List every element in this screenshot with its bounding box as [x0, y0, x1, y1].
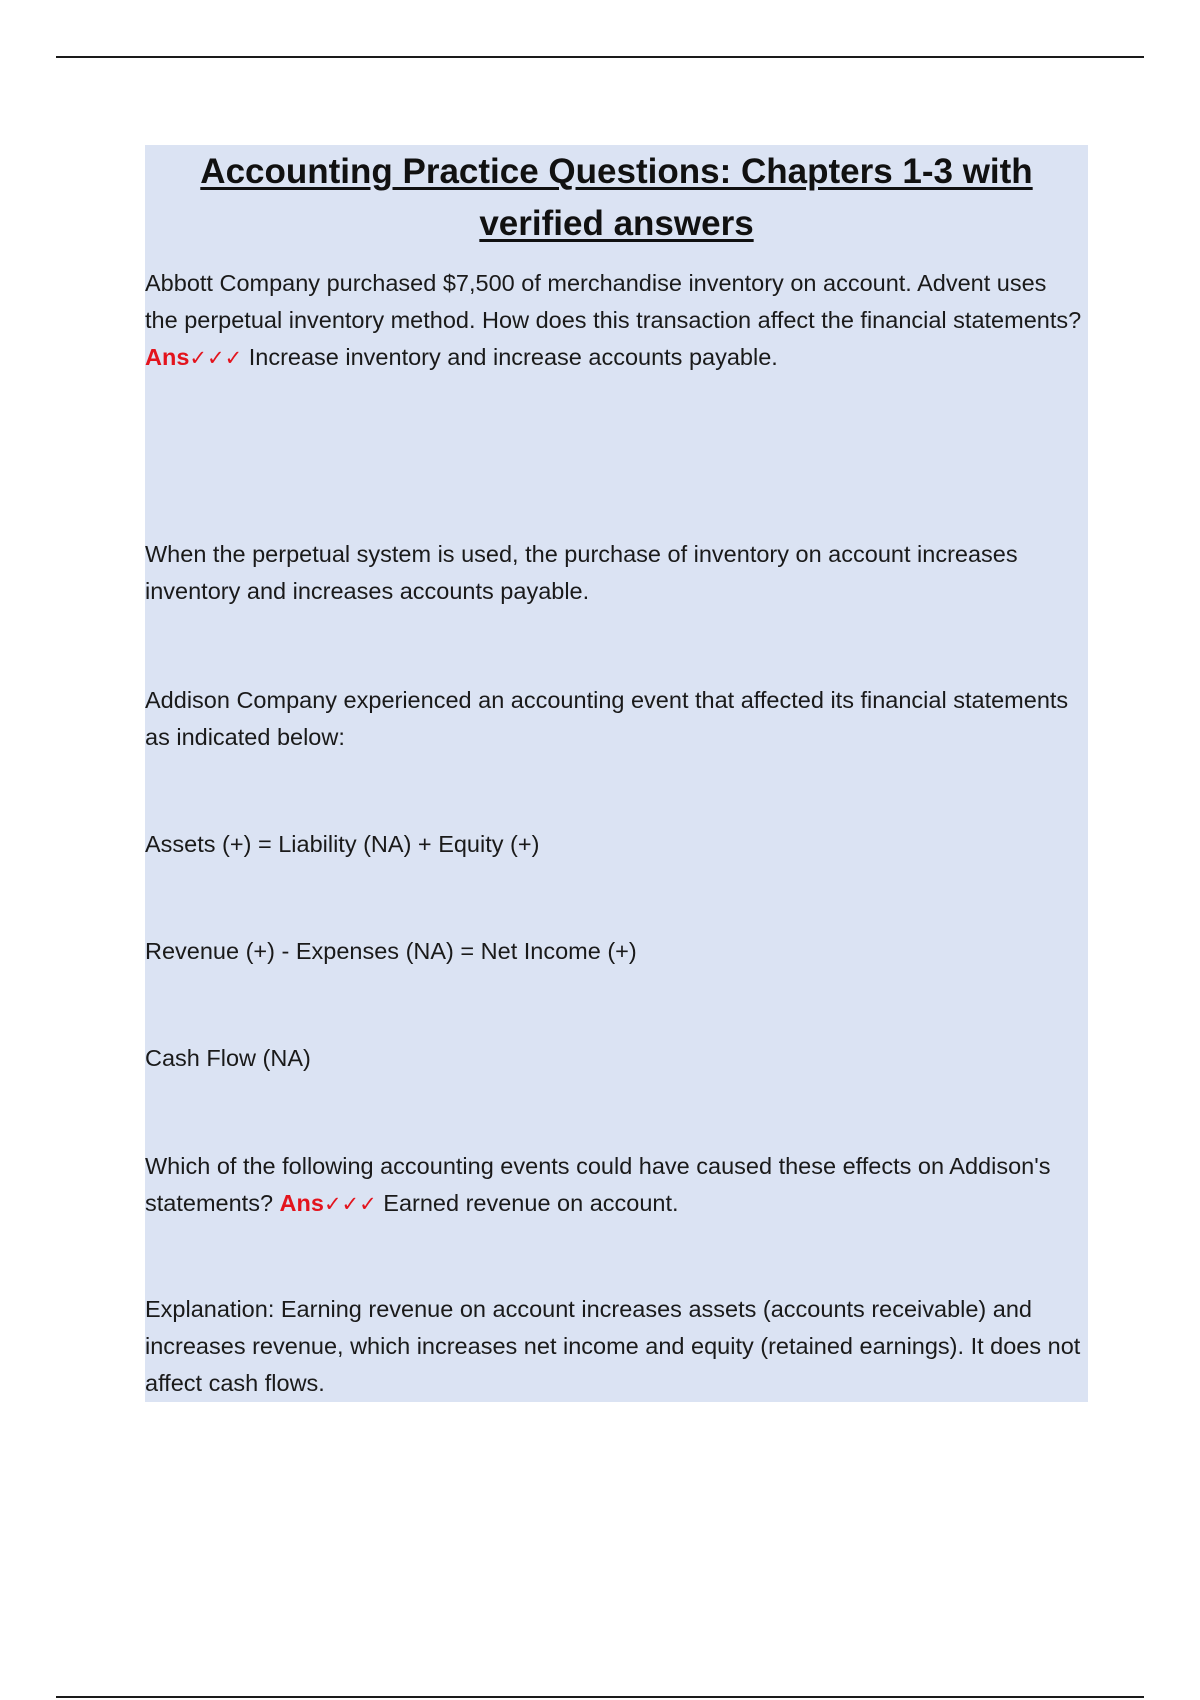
answer-2-text: Earned revenue on account. — [383, 1190, 679, 1216]
header-rule — [56, 56, 1144, 58]
document-title: Accounting Practice Questions: Chapters 1-3 with verified answers — [200, 152, 1033, 243]
explanation-2: Explanation: Earning revenue on account increases assets (accounts receivable) and increases revenue, which increases net income and equity (retained earnings). It does not affect cash flows. — [145, 1296, 1081, 1396]
explanation-1: When the perpetual system is used, the purchase of inventory on account increases inventory and increases accounts payable. — [145, 541, 1018, 604]
footer-rule — [56, 1696, 1144, 1698]
equation-assets: Assets (+) = Liability (NA) + Equity (+) — [145, 831, 540, 857]
question-1 — [145, 265, 1085, 377]
equation-cash-flow: Cash Flow (NA) — [145, 1045, 311, 1071]
question-2 — [145, 1148, 1085, 1223]
check-marks-icon: ✓✓✓ — [189, 346, 243, 370]
answer-1-text: Increase inventory and increase accounts payable. — [248, 344, 778, 370]
check-marks-icon: ✓✓✓ — [323, 1192, 377, 1216]
answer-label: Ans — [279, 1190, 324, 1216]
equation-income: Revenue (+) - Expenses (NA) = Net Income (+) — [145, 938, 637, 964]
question-2-text: Which of the following accounting events could have caused these effects on Addison's statements? — [145, 1153, 1051, 1216]
question-1-text: Abbott Company purchased $7,500 of merchandise inventory on account. Advent uses the perpetual inventory method. How does this transaction affect the financial statements? — [145, 270, 1082, 333]
answer-label: Ans — [145, 344, 190, 370]
question-2-intro: Addison Company experienced an accounting event that affected its financial statements as indicated below: — [145, 687, 1069, 750]
